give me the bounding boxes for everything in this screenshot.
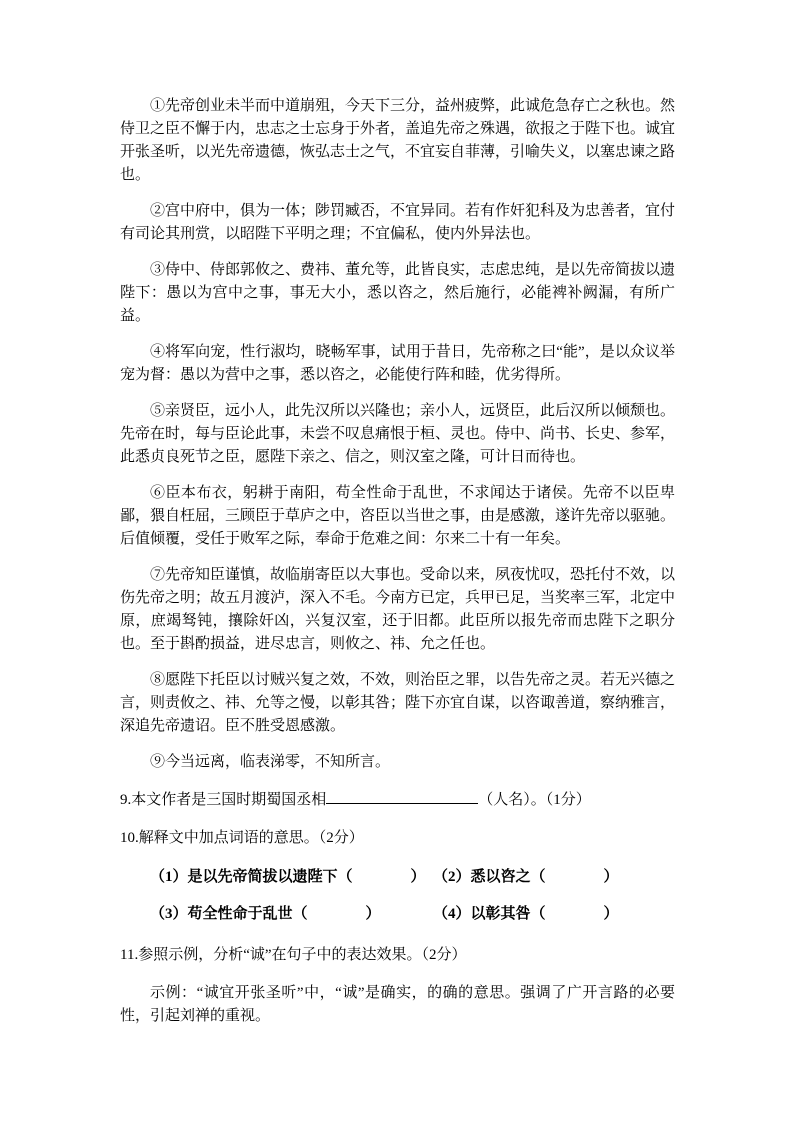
q10-item-phrase: 是以先帝简拔以遗陛下: [187, 869, 338, 885]
question-10-title: 10.解释文中加点词语的意思。（2分）: [120, 830, 364, 846]
q10-item-number: （3）: [150, 906, 188, 922]
reading-passage: [120, 95, 675, 774]
passage-paragraph: ①先帝创业未半而中道崩殂，今天下三分，益州疲弊，此诚危急存亡之秋也。然侍卫之臣不懈于内，忠志之士忘身于外者，盖追先帝之殊遇，欲报之于陛下也。诚宜开张圣听，以光先帝遗德，恢弘志士之气，不宜妄自菲薄，引喻失义，以塞忠谏之路也。: [120, 98, 676, 183]
q10-item-phrase: 悉以咨之: [470, 869, 531, 885]
answer-blank: [353, 880, 411, 881]
open-paren: （: [292, 906, 308, 922]
q10-item: [150, 866, 433, 889]
q9-text: 9.本文作者是三国时期蜀国丞相: [120, 792, 327, 808]
q11-example: 示例：“诚宜开张圣听”中，“诚”是确实，的确的意思。强调了广开言路的必要性，引起刘禅的重视。: [120, 985, 675, 1024]
q10-item-number: （4）: [433, 906, 471, 922]
passage-paragraph: ③侍中、侍郎郭攸之、费祎、董允等，此皆良实，志虑忠纯，是以先帝简拔以遗陛下：愚以为宫中之事，事无大小，悉以咨之，然后施行，必能裨补阙漏，有所广益。: [120, 262, 676, 324]
answer-blank: [546, 880, 604, 881]
passage-paragraph: ⑨今当远离，临表涕零，不知所言。: [150, 754, 391, 770]
passage-paragraph: ⑧愿陛下托臣以讨贼兴复之效，不效，则治臣之罪，以告先帝之灵。若无兴德之言，则责攸之、祎、允等之慢，以彰其咎；陛下亦宜自谋，以咨诹善道，察纳雅言，深追先帝遗诏。臣不胜受恩感激。: [120, 672, 676, 734]
passage-paragraph: ⑦先帝知臣谨慎，故临崩寄臣以大事也。受命以来，夙夜忧叹，恐托付不效，以伤先帝之明；故五月渡泸，深入不毛。今南方已定，兵甲已足，当奖率三军，北定中原，庶竭驽钝，攘除奸凶，兴复汉室，还于旧都。此臣所以报先帝而忠陛下之职分也。至于斟酌损益，进尽忠言，则攸之、祎、允之任也。: [120, 567, 676, 652]
q10-item: [150, 903, 433, 926]
q10-item-phrase: 苟全性命于乱世: [187, 906, 293, 922]
answer-blank: [308, 917, 366, 918]
passage-paragraph: ②宫中府中，俱为一体；陟罚臧否，不宜异同。若有作奸犯科及为忠善者，宜付有司论其刑赏，以昭陛下平明之理；不宜偏私，使内外异法也。: [120, 203, 676, 242]
q10-item: [433, 866, 675, 889]
question-10-items: [150, 866, 675, 926]
close-paren: ）: [410, 869, 426, 885]
answer-blank: [546, 917, 604, 918]
passage-paragraph: ④将军向宠，性行淑均，晓畅军事，试用于昔日，先帝称之曰“能”，是以众议举宠为督：愚以为营中之事，悉以咨之，必能使行阵和睦，优劣得所。: [120, 344, 675, 383]
open-paren: （: [530, 906, 546, 922]
q9-answer-blank: [326, 789, 478, 804]
close-paren: ）: [603, 869, 619, 885]
passage-paragraph: ⑥臣本布衣，躬耕于南阳，苟全性命于乱世，不求闻达于诸侯。先帝不以臣卑鄙，猥自枉屈，三顾臣于草庐之中，咨臣以当世之事，由是感激，遂许先帝以驱驰。后值倾覆，受任于败军之际，奉命于危难之间：尔来二十有一年矣。: [120, 485, 676, 547]
open-paren: （: [337, 869, 353, 885]
q10-item: [433, 903, 675, 926]
passage-paragraph: ⑤亲贤臣，远小人，此先汉所以兴隆也；亲小人，远贤臣，此后汉所以倾颓也。先帝在时，每与臣论此事，未尝不叹息痛恨于桓、灵也。侍中、尚书、长史、参军，此悉贞良死节之臣，愿陛下亲之、信之，则汉室之隆，可计日而待也。: [120, 403, 676, 465]
q10-item-number: （1）: [150, 869, 188, 885]
question-9: [120, 789, 675, 812]
q10-item-number: （2）: [433, 869, 471, 885]
q10-item-phrase: 以彰其咎: [470, 906, 531, 922]
close-paren: ）: [603, 906, 619, 922]
question-11-title: 11.参照示例，分析“诚”在句子中的表达效果。（2分）: [120, 947, 467, 963]
open-paren: （: [530, 869, 546, 885]
q9-suffix: （人名）。（1分）: [478, 792, 591, 808]
close-paren: ）: [365, 906, 381, 922]
